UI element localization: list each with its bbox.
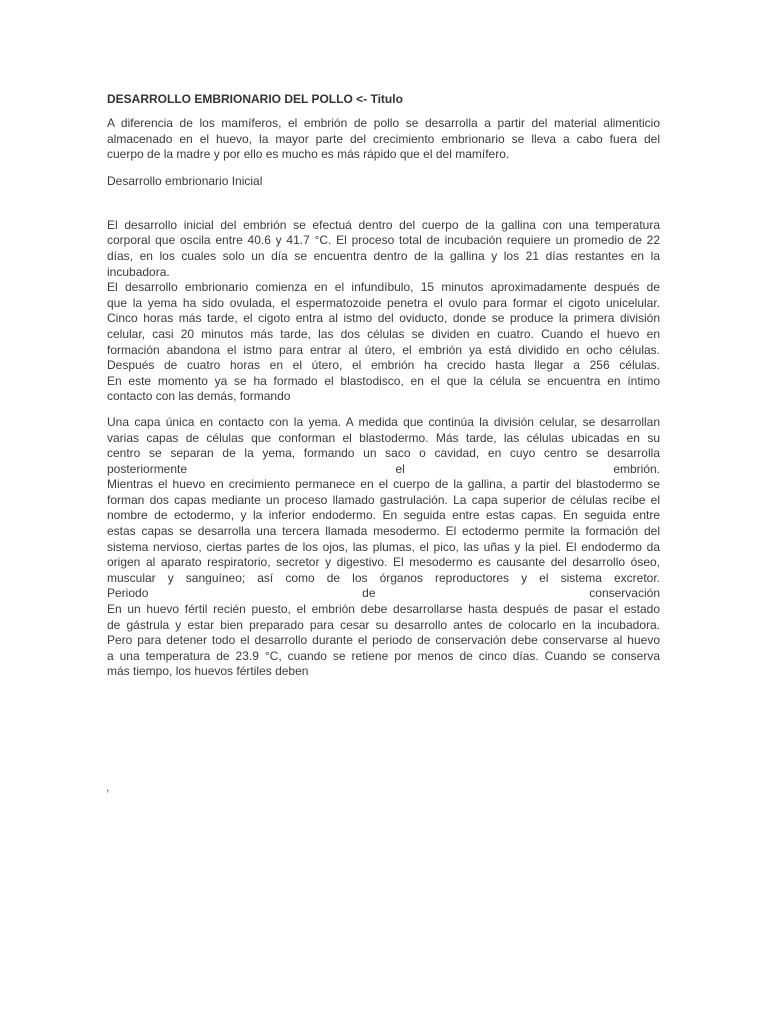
section2-line: varias capas de células que conforman el blastodermo. Más tarde, las células ubicadas en su: [107, 430, 660, 445]
section2-paragraph: [107, 415, 660, 680]
intro-line: almacenado en el huevo, la mayor parte del crecimiento embrionario se lleva a cabo fuera del: [107, 131, 660, 146]
document-page: [107, 91, 660, 690]
section1-paragraph: [107, 218, 660, 405]
section2-line: forman dos capas mediante un proceso llamado gastrulación. La capa superior de células recibe el: [107, 492, 660, 507]
section1-line: que la yema ha sido ovulada, el espermatozoide penetra el ovulo para formar el cigoto unicelular.: [107, 295, 660, 310]
intro-line: cuerpo de la madre y por ello es mucho es más rápido que el del mamífero.: [107, 147, 510, 162]
intro-paragraph: [107, 116, 660, 163]
section2-line: posteriormente el embrión.: [107, 461, 660, 476]
section1-line: días, en los cuales solo un día se encuentra dentro de la gallina y los 21 días restantes en la: [107, 248, 660, 263]
section2-line: nombre de ectodermo, y la inferior endodermo. En seguida entre estas capas. En seguida entre: [107, 508, 660, 523]
section2-line: origen al aparato respiratorio, secretor y digestivo. El mesodermo es causante del desarrollo óseo,: [107, 555, 660, 570]
section1-line: formación abandona el istmo para entrar al útero, el embrión ya está dividido en ocho células.: [107, 342, 660, 357]
section2-line: Pero para detener todo el desarrollo durante el periodo de conservación debe conservarse al huevo: [107, 633, 660, 648]
section2-line: Una capa única en contacto con la yema. A medida que continúa la división celular, se desarrollan: [107, 414, 660, 429]
section2-line: centro se separan de la yema, formando un saco o cavidad, en cuyo centro se desarrolla: [107, 446, 660, 461]
section2-line: Periodo de conservación: [107, 586, 660, 601]
section1-line: En este momento ya se ha formado el blastodisco, en el que la célula se encuentra en íntimo: [107, 373, 660, 388]
section1-line: corporal que oscila entre 40.6 y 41.7 °C. El proceso total de incubación requiere un promedio de 22: [107, 233, 660, 248]
section2-line: más tiempo, los huevos fértiles deben: [107, 664, 309, 679]
section2-line: En un huevo fértil recién puesto, el embrión debe desarrollarse hasta después de pasar el estado: [107, 602, 660, 617]
document-title: DESARROLLO EMBRIONARIO DEL POLLO <- Titulo: [107, 92, 403, 106]
section2-line: muscular y sanguíneo; así como de los órganos reproductores y el sistema excretor.: [107, 570, 660, 585]
section2-line: estas capas se desarrolla una tercera llamada mesodermo. El ectodermo permite la formación del: [107, 524, 660, 539]
section1-line: contacto con las demás, formando: [107, 389, 291, 404]
section1-line: Después de cuatro horas en el útero, el embrión ha crecido hasta llegar a 256 células.: [107, 358, 660, 373]
section1-line: El desarrollo embrionario comienza en el infundíbulo, 15 minutos aproximadamente después de: [107, 280, 660, 295]
section2-line: Mientras el huevo en crecimiento permanece en el cuerpo de la gallina, a partir del blastodermo se: [107, 477, 660, 492]
stray-mark: ,: [106, 780, 110, 794]
section1-line: Cinco horas más tarde, el cigoto entra al istmo del oviducto, donde se produce la primera división: [107, 311, 660, 326]
section-heading: Desarrollo embrionario Inicial: [107, 173, 263, 188]
section1-line: incubadora.: [107, 264, 170, 279]
section2-line: sistema nervioso, ciertas partes de los ojos, las plumas, el pico, las uñas y la piel. El endodermo da: [107, 539, 660, 554]
section2-line: a una temperatura de 23.9 °C, cuando se retiene por menos de cinco días. Cuando se conserva: [107, 648, 660, 663]
section1-line: celular, casi 20 minutos más tarde, las dos células se dividen en cuatro. Cuando el huevo en: [107, 326, 660, 341]
section2-line: de gástrula y estar bien preparado para cesar su desarrollo antes de colocarlo en la incubadora.: [107, 617, 660, 632]
intro-line: A diferencia de los mamíferos, el embrión de pollo se desarrolla a partir del material alimenticio: [107, 116, 660, 130]
section1-line: El desarrollo inicial del embrión se efectuá dentro del cuerpo de la gallina con una temperatura: [107, 217, 660, 232]
